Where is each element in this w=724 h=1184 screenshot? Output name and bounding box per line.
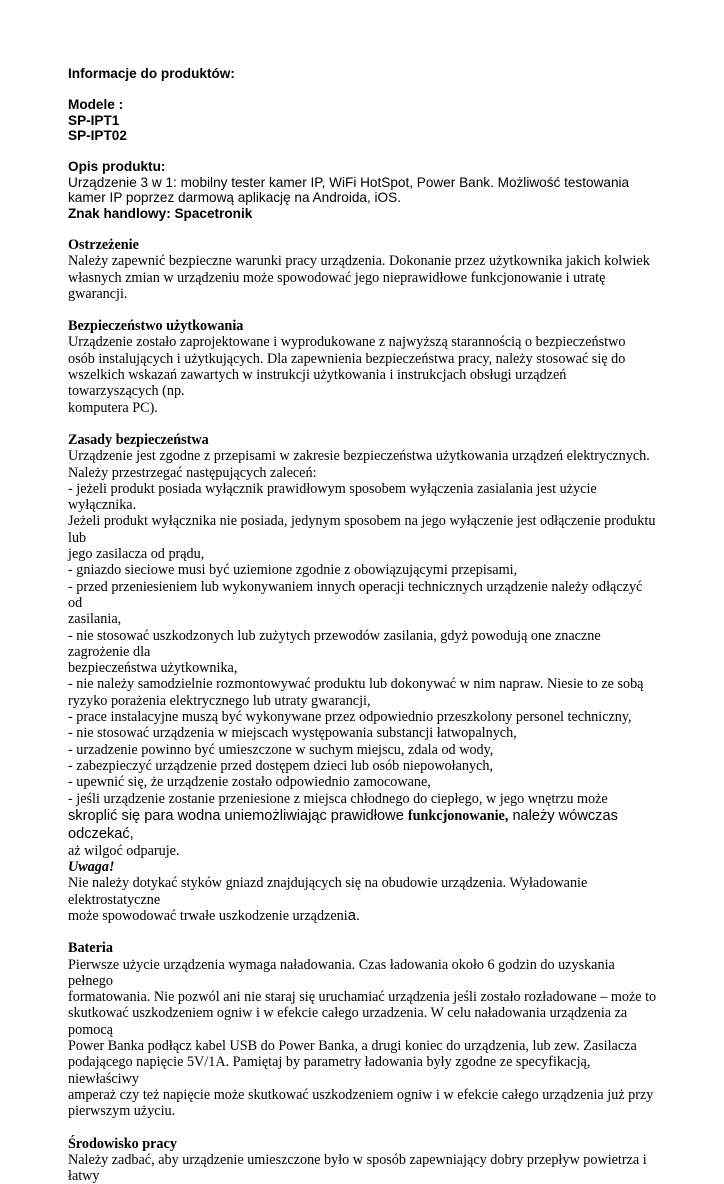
list-item: - zabezpieczyć urządzenie przed dostępem dzieci lub osób niepowołanych,	[68, 757, 494, 774]
paragraph-line: Urządzenie zostało zaprojektowane i wyprodukowane z najwyższą starannością o bezpieczeństwo	[68, 334, 626, 351]
battery-heading: Bateria	[68, 940, 113, 957]
safety-rules-heading: Zasady bezpieczeństwa	[68, 431, 209, 448]
paragraph-line: bezpieczeństwa użytkownika,	[68, 660, 238, 677]
paragraph-line: wszelkich wskazań zawartych w instrukcji użytkowania i instrukcjach obsługi urządzeń towarzyszących (np.	[68, 367, 567, 400]
paragraph-line: podającego napięcie 5V/1A. Pamiętaj by parametry ładowania były zgodne ze specyfikacją, niewłaściwy	[68, 1054, 591, 1087]
paragraph-line: Należy zapewnić bezpieczne warunki pracy urządzenia. Dokonanie przez użytkownika jakich kolwiek	[68, 253, 650, 270]
mixed-font-line	[68, 807, 660, 843]
paragraph-line: ryzyko porażenia elektrycznego lub utraty gwarancji,	[68, 692, 371, 709]
mixed-line-bold: funkcjonowanie,	[407, 807, 509, 824]
caution-label: Uwaga!	[68, 859, 115, 876]
paragraph-line: komputera PC).	[68, 399, 158, 416]
paragraph-line: Należy zadbać, aby urządzenie umieszczone było w sposób zapewniający dobry przepływ powietrza i łatwy	[68, 1151, 647, 1184]
mixed-line-part: skroplić się para wodna uniemożliwiając prawidłowe	[68, 807, 408, 824]
list-item: - nie stosować uszkodzonych lub zużytych przewodów zasilania, gdyż powodują one znaczne zagrożenie dla	[68, 627, 601, 660]
caution-line-part: a.	[347, 907, 360, 924]
paragraph-line: Urządzenie jest zgodne z przepisami w zakresie bezpieczeństwa użytkowania urządzeń elektrycznych.	[68, 448, 650, 465]
model-2: SP-IPT02	[68, 128, 127, 143]
paragraph-line: aż wilgoć odparuje.	[68, 842, 180, 859]
description-line: kamer IP poprzez darmową aplikację na Androida, iOS.	[68, 190, 401, 205]
paragraph-line: amperaż czy też napięcie może skutkować uszkodzeniem ogniw i w efekcie całego urządzenia już przy	[68, 1086, 654, 1103]
paragraph-line: osób instalujących i użytkujących. Dla zapewnienia bezpieczeństwa pracy, należy stosować się do	[68, 350, 626, 367]
safety-use-heading: Bezpieczeństwo użytkowania	[68, 318, 244, 335]
list-item: - jeżeli produkt posiada wyłącznik prawidłowym sposobem wyłączenia zasialania jest użycie wyłącznika.	[68, 480, 597, 514]
paragraph-line	[68, 908, 660, 924]
info-title: Informacje do produktów:	[68, 66, 235, 81]
description-label: Opis produktu:	[68, 159, 166, 174]
mixed-line-part: należy wówczas odczekać,	[68, 807, 618, 842]
models-label: Modele :	[68, 97, 124, 112]
description-line: Urządzenie 3 w 1: mobilny tester kamer IP, WiFi HotSpot, Power Bank. Możliwość testowania	[68, 174, 630, 190]
paragraph-line: Pierwsze użycie urządzenia wymaga naładowania. Czas ładowania około 6 godzin do uzyskania pełnego	[68, 956, 615, 989]
paragraph-line: własnych zmian w urządzeniu może spowodować jego nieprawidłowe funkcjonowanie i utratę gwarancji.	[68, 269, 606, 302]
list-item: - prace instalacyjne muszą być wykonywane przez odpowiednio przeszkolony personel techniczny,	[68, 709, 632, 726]
paragraph-line: zasilania,	[68, 611, 122, 628]
trademark: Znak handlowy: Spacetronik	[68, 205, 253, 221]
paragraph-line: Nie należy dotykać styków gniazd znajdujących się na obudowie urządzenia. Wyładowanie elektrostatyczne	[68, 875, 588, 908]
list-item: - nie stosować urządzenia w miejscach występowania substancji łatwopalnych,	[68, 725, 517, 742]
paragraph-line: skutkować uszkodzeniem ogniw i w efekcie całego urzadzenia. W celu naładowania urządzenia za pomocą	[68, 1005, 628, 1038]
list-item: - przed przeniesieniem lub wykonywaniem innych operacji technicznych urządzenie należy odłączyć od	[68, 578, 643, 611]
paragraph-line: pierwszym użyciu.	[68, 1103, 176, 1120]
paragraph-line: Power Banka podłącz kabel USB do Power Banka, a drugi koniec do urządzenia, lub zew. Zasilacza	[68, 1038, 637, 1055]
list-item: - gniazdo sieciowe musi być uziemione zgodnie z obowiązującymi przepisami,	[68, 562, 518, 579]
list-item: - jeśli urządzenie zostanie przeniesione z miejsca chłodnego do ciepłego, w jego wnętrzu może	[68, 790, 608, 807]
paragraph-line: Jeżeli produkt wyłącznika nie posiada, jedynym sposobem na jego wyłączenie jest odłączenie produktu lub	[68, 513, 656, 546]
paragraph-line: formatowania. Nie pozwól ani nie staraj się uruchamiać urządzenia jeśli zostało rozładowane – może to	[68, 989, 657, 1006]
list-item: - upewnić się, że urządzenie zostało odpowiednio zamocowane,	[68, 774, 431, 791]
document-page	[68, 66, 660, 1184]
paragraph-line: Należy przestrzegać następujących zaleceń:	[68, 464, 317, 481]
paragraph-line: jego zasilacza od prądu,	[68, 546, 205, 563]
model-1: SP-IPT1	[68, 112, 120, 128]
list-item: - urzadzenie powinno być umieszczone w suchym miejscu, zdala od wody,	[68, 741, 494, 758]
caution-line-part: może spowodować trwałe uszkodzenie urządzeni	[68, 907, 348, 924]
warning-heading: Ostrzeżenie	[68, 237, 139, 253]
list-item: - nie należy samodzielnie rozmontowywać produktu lub dokonywać w nim napraw. Niesie to ze sobą	[68, 676, 644, 693]
environment-heading: Środowisko pracy	[68, 1135, 177, 1152]
